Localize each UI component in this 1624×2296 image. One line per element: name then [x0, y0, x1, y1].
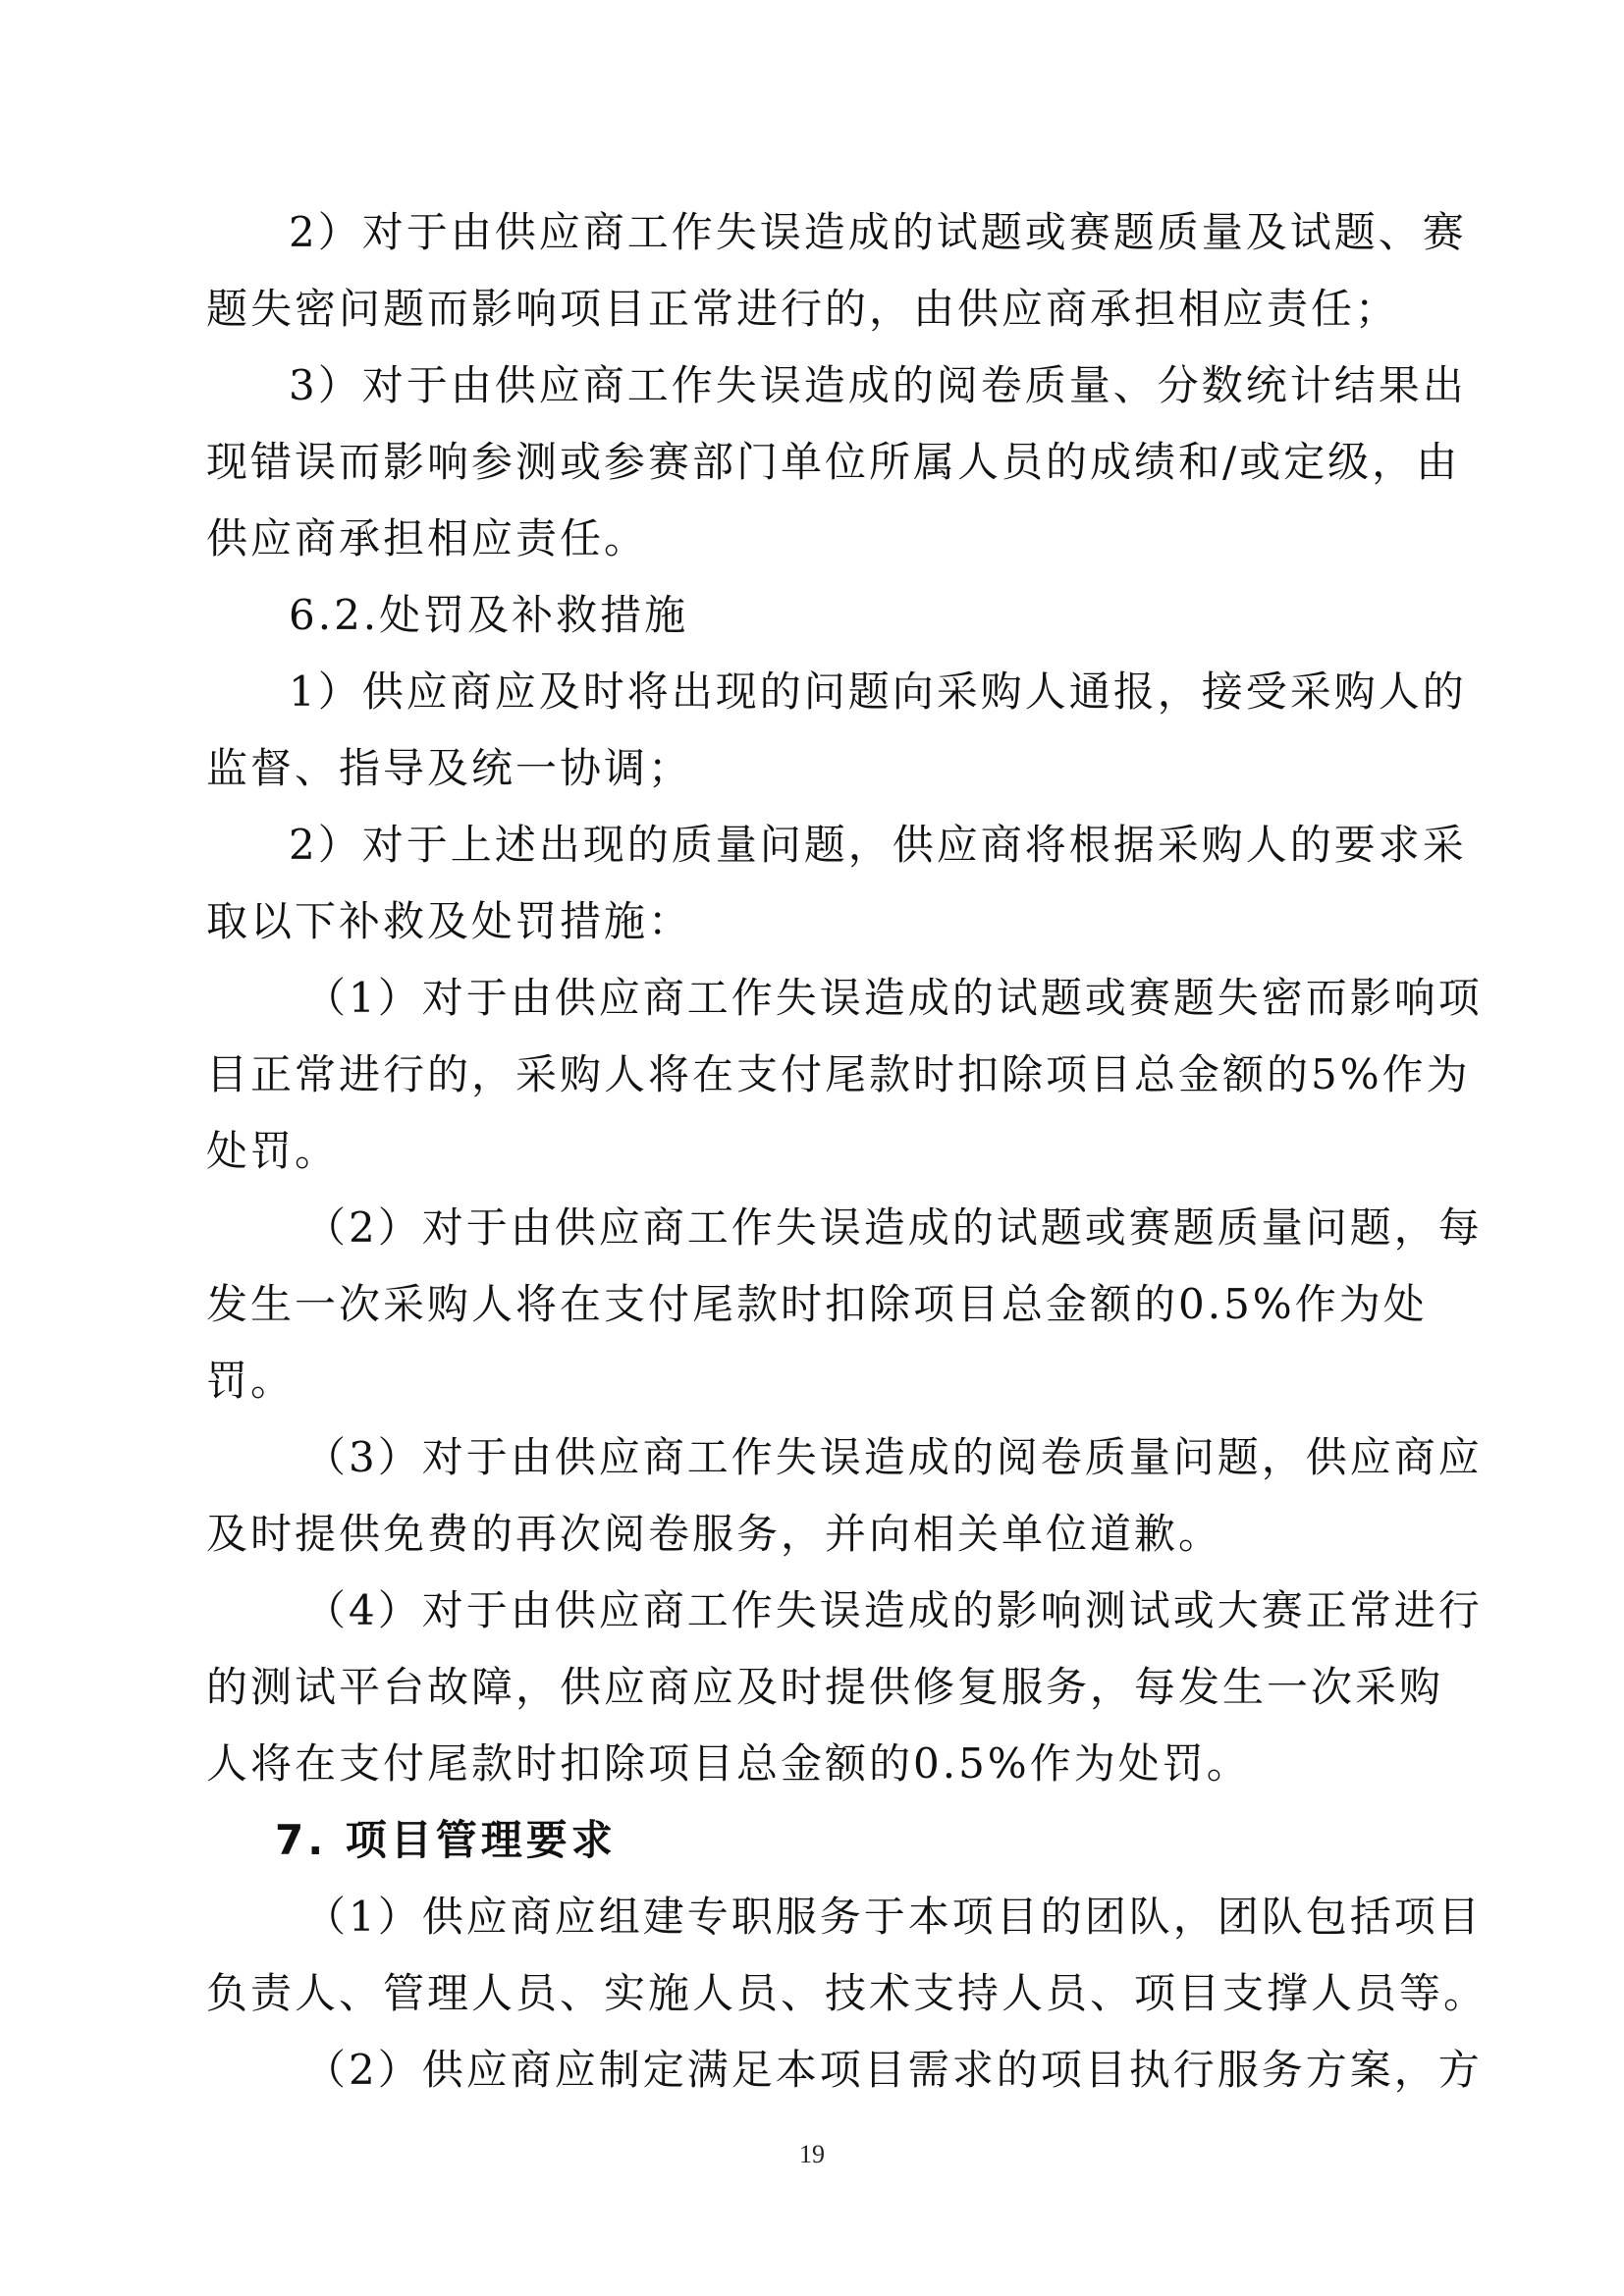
- text-line: 的测试平台故障，供应商应及时提供修复服务，每发生一次采购: [206, 1663, 1444, 1711]
- text-line: 目正常进行的，采购人将在支付尾款时扣除项目总金额的5%作为: [206, 1050, 1471, 1098]
- document-body: [206, 194, 1489, 2109]
- text-line: 6.2.处罚及补救措施: [289, 591, 689, 639]
- text-line: 发生一次采购人将在支付尾款时扣除项目总金额的0.5%作为处: [206, 1280, 1428, 1328]
- text-line: 1）供应商应及时将出现的问题向采购人通报，接受采购人的: [289, 667, 1467, 716]
- text-line: （3）对于由供应商工作失误造成的阅卷质量问题，供应商应: [304, 1433, 1483, 1481]
- text-line: 题失密问题而影响项目正常进行的，由供应商承担相应责任；: [206, 285, 1400, 333]
- text-line: 2）对于上述出现的质量问题，供应商将根据采购人的要求采: [289, 821, 1467, 869]
- text-line: （2）对于由供应商工作失误造成的试题或赛题质量问题，每: [304, 1203, 1483, 1252]
- text-line: 3）对于由供应商工作失误造成的阅卷质量、分数统计结果出: [289, 361, 1467, 409]
- text-line: （2）供应商应制定满足本项目需求的项目执行服务方案，方: [304, 2046, 1483, 2094]
- text-line: （1）供应商应组建专职服务于本项目的团队，团队包括项目: [304, 1893, 1483, 1941]
- page-number: 19: [799, 2140, 825, 2168]
- text-line: （4）对于由供应商工作失误造成的影响测试或大赛正常进行: [304, 1586, 1483, 1634]
- text-line: 现错误而影响参测或参赛部门单位所属人员的成绩和/或定级，由: [206, 438, 1461, 486]
- text-line: 负责人、管理人员、实施人员、技术支持人员、项目支撑人员等。: [206, 1969, 1489, 2017]
- text-line: （1）对于由供应商工作失误造成的试题或赛题失密而影响项: [304, 974, 1483, 1022]
- text-line: 罚。: [206, 1357, 296, 1405]
- text-line: 供应商承担相应责任。: [206, 514, 649, 562]
- text-line: 取以下补救及处罚措施：: [206, 897, 693, 945]
- text-line: 2）对于由供应商工作失误造成的试题或赛题质量及试题、赛: [289, 208, 1467, 256]
- text-line: 监督、指导及统一协调；: [206, 744, 693, 792]
- text-line: 及时提供免费的再次阅卷服务，并向相关单位道歉。: [206, 1510, 1223, 1558]
- text-line: 人将在支付尾款时扣除项目总金额的0.5%作为处罚。: [206, 1739, 1251, 1788]
- text-line: 处罚。: [206, 1127, 340, 1175]
- section-heading: 7. 项目管理要求: [275, 1816, 617, 1864]
